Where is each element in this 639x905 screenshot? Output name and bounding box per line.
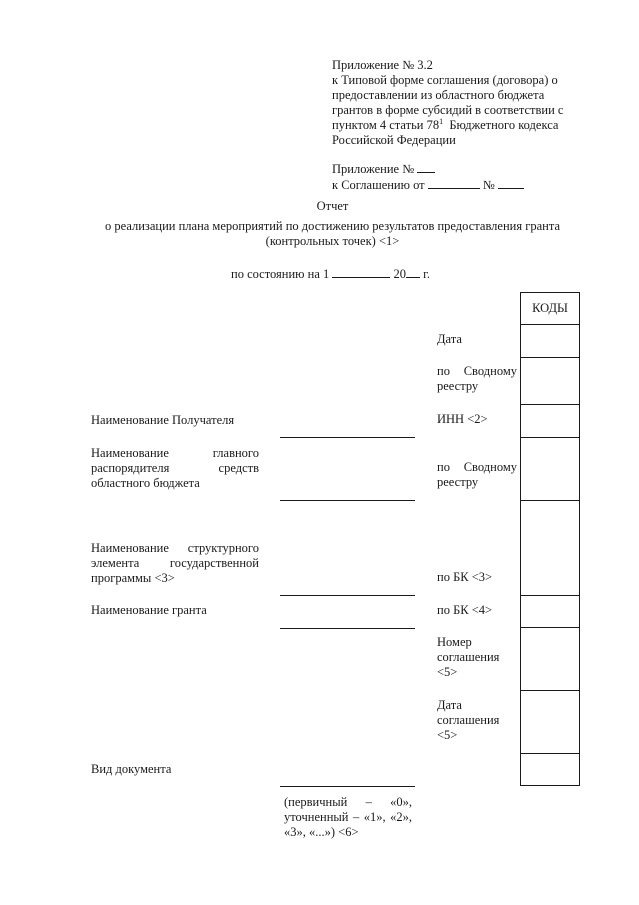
code-cell-date [521, 325, 579, 358]
attachment-line-1 [332, 161, 524, 177]
report-subtitle-line-1: о реализации плана мероприятий по достижению результатов предоставления гранта [105, 219, 560, 233]
code-cell-consolidated-register-2 [521, 438, 579, 501]
code-cell-inn [521, 405, 579, 438]
label-grant: Наименование гранта [91, 603, 207, 617]
agreement-date-label: к Соглашению от [332, 178, 425, 192]
appendix-line-6: Российской Федерации [332, 133, 456, 147]
doc-type-note-line-3: «3», «...») <6> [284, 825, 359, 839]
as-of-year-suffix: г. [423, 267, 430, 281]
codes-header: КОДЫ [521, 293, 579, 325]
attachment-number-label: Приложение № [332, 162, 415, 176]
doc-type-note [284, 795, 412, 840]
label-consolidated-register-1-line-2: реестру [437, 379, 479, 393]
report-as-of [231, 266, 430, 282]
label-agreement-number [437, 635, 499, 680]
attachment-line-2 [332, 177, 524, 193]
code-cell-bk4 [521, 596, 579, 628]
appendix-header [332, 58, 563, 148]
code-cell-agreement-date [521, 691, 579, 754]
doc-type-note-line-2: уточненный – «1», «2», [284, 810, 412, 824]
label-inn: ИНН <2> [437, 412, 488, 426]
appendix-line-5 [332, 118, 563, 133]
doc-type-line[interactable] [280, 786, 415, 787]
label-agreement-number-line-3: <5> [437, 665, 458, 679]
agreement-number-label: № [482, 178, 495, 192]
label-agreement-number-line-1: Номер [437, 635, 472, 649]
code-cell-agreement-number [521, 628, 579, 691]
as-of-year-blank [406, 266, 420, 278]
agreement-number-blank [498, 177, 524, 189]
label-agreement-date-line-1: Дата [437, 698, 462, 712]
label-doc-type: Вид документа [91, 762, 172, 776]
main-manager-name-line[interactable] [280, 500, 415, 501]
label-main-manager [91, 446, 259, 491]
label-consolidated-register-2-line-2: реестру [437, 475, 479, 489]
report-subtitle-line-2: (контрольных точек) <1> [265, 234, 400, 248]
as-of-day-month-blank [332, 266, 390, 278]
label-bk3: по БК <3> [437, 570, 493, 584]
attachment-header [332, 161, 524, 193]
doc-type-note-line-1: (первичный – «0», [284, 795, 412, 809]
label-structural-element-line-2: элемента государственной [91, 556, 259, 570]
label-recipient: Наименование Получателя [91, 413, 235, 427]
appendix-line-5-text: пунктом 4 статьи 78 [332, 118, 440, 132]
grant-name-line[interactable] [280, 628, 415, 629]
as-of-label: по состоянию на 1 [231, 267, 330, 281]
label-consolidated-register-1-line-1: по Сводному [437, 364, 517, 378]
label-agreement-date-line-2: соглашения [437, 713, 500, 727]
appendix-superscript: 1 [439, 116, 444, 126]
code-cell-doc-type [521, 754, 579, 786]
code-cell-consolidated-register-1 [521, 358, 579, 405]
label-date: Дата [437, 332, 462, 346]
attachment-number-blank [417, 161, 435, 173]
label-main-manager-line-3: областного бюджета [91, 476, 200, 490]
label-structural-element [91, 541, 259, 586]
codes-column [520, 292, 580, 786]
as-of-year-prefix: 20 [393, 267, 406, 281]
appendix-line-2: к Типовой форме соглашения (договора) о [332, 73, 558, 87]
label-structural-element-line-3: программы <3> [91, 571, 175, 585]
appendix-line-3: предоставлении из областного бюджета [332, 88, 545, 102]
appendix-line-5-tail: Бюджетного кодекса [449, 118, 559, 132]
appendix-line-1: Приложение № 3.2 [332, 58, 433, 72]
label-agreement-date-line-3: <5> [437, 728, 458, 742]
structural-element-line[interactable] [280, 595, 415, 596]
report-title: Отчет [316, 199, 349, 213]
label-main-manager-line-2: распорядителя средств [91, 461, 259, 475]
label-structural-element-line-1: Наименование структурного [91, 541, 259, 555]
label-agreement-date [437, 698, 499, 743]
label-consolidated-register-2-line-1: по Сводному [437, 460, 517, 474]
label-consolidated-register-2 [437, 460, 517, 490]
label-main-manager-line-1: Наименование главного [91, 446, 259, 460]
code-cell-bk3 [521, 501, 579, 596]
label-bk4: по БК <4> [437, 603, 493, 617]
label-consolidated-register-1 [437, 364, 517, 394]
label-agreement-number-line-2: соглашения [437, 650, 500, 664]
recipient-name-line[interactable] [280, 437, 415, 438]
appendix-line-4: грантов в форме субсидий в соответствии с [332, 103, 564, 117]
agreement-date-blank [428, 177, 480, 189]
